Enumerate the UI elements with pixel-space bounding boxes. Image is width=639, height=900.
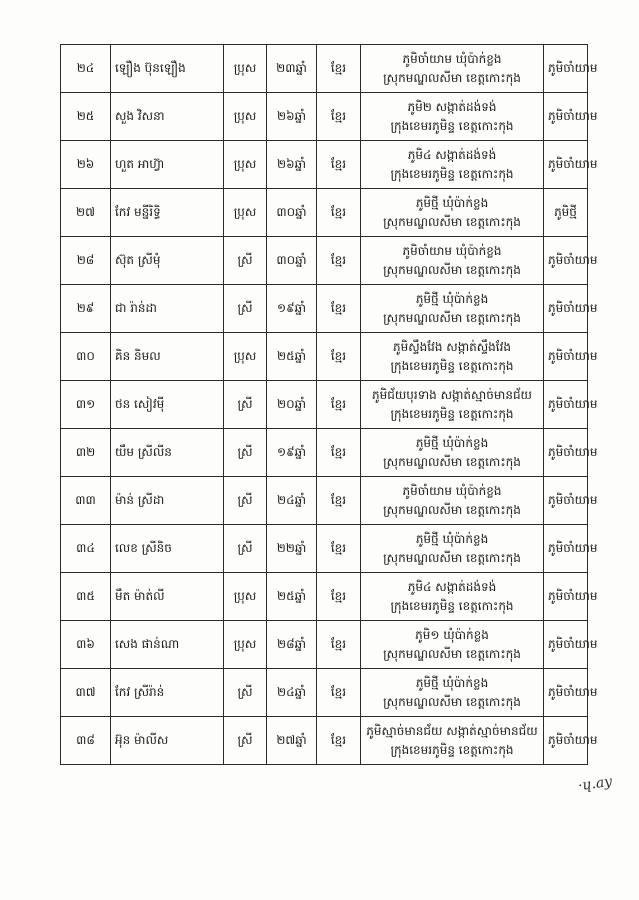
address-line: ភូមិជ័យបុរទាង សង្កាត់ស្មាច់មានជ័យ xyxy=(372,387,532,402)
address-line: ភូមិ២ សង្កាត់ដង់ទង់ xyxy=(407,99,497,114)
age-cell: ២៦ឆ្នាំ xyxy=(267,93,317,141)
address-line: ភូមិស្ទឹងវែង សង្កាត់ស្ទឹងវែង xyxy=(392,339,512,354)
nationality-cell: ខ្មែរ xyxy=(317,621,361,669)
address-line: ភូមិថ្មី ឃុំប៉ាក់ខ្លង xyxy=(415,435,489,450)
table-row xyxy=(61,573,588,621)
address-cell xyxy=(361,717,544,765)
address-cell xyxy=(361,333,544,381)
age-cell: ២៥ឆ្នាំ xyxy=(267,333,317,381)
address-line: ស្រុកមណ្ឌលសីមា ខេត្តកោះកុង xyxy=(383,262,521,277)
row-number: ៣០ xyxy=(61,333,111,381)
age-cell: ២៨ឆ្នាំ xyxy=(267,621,317,669)
table-row xyxy=(61,717,588,765)
person-name: ថន សៀវម៉ី xyxy=(111,381,224,429)
table-row xyxy=(61,477,588,525)
sex-cell: ស្រី xyxy=(224,669,267,717)
table-row xyxy=(61,333,588,381)
address-line: ភូមិចាំយាម ឃុំប៉ាក់ខ្លង xyxy=(402,243,502,258)
row-number: ២៨ xyxy=(61,237,111,285)
workplace-cell: ភូមិចាំយាម xyxy=(544,93,588,141)
table-row xyxy=(61,621,588,669)
address-cell xyxy=(361,381,544,429)
address-line: ស្រុកមណ្ឌលសីមា ខេត្តកោះកុង xyxy=(383,550,521,565)
address-line: ក្រុងខេមរភូមិន្ទ ខេត្តកោះកុង xyxy=(390,358,514,373)
sex-cell: ស្រី xyxy=(224,381,267,429)
sex-cell: ស្រី xyxy=(224,717,267,765)
row-number: ៣១ xyxy=(61,381,111,429)
sex-cell: ប្រុស xyxy=(224,45,267,93)
nationality-cell: ខ្មែរ xyxy=(317,189,361,237)
address-line: ស្រុកមណ្ឌលសីមា ខេត្តកោះកុង xyxy=(383,646,521,661)
sex-cell: ស្រី xyxy=(224,525,267,573)
person-name: ហួត អាហ៊្វា xyxy=(111,141,224,189)
workplace-cell: ភូមិចាំយាម xyxy=(544,525,588,573)
age-cell: ២៧ឆ្នាំ xyxy=(267,717,317,765)
sex-cell: ស្រី xyxy=(224,477,267,525)
age-cell: ៣០ឆ្នាំ xyxy=(267,237,317,285)
person-name: ឡឿង ប៊ុនឡឿង xyxy=(111,45,224,93)
table-row xyxy=(61,45,588,93)
age-cell: ២៤ឆ្នាំ xyxy=(267,477,317,525)
table-row xyxy=(61,141,588,189)
person-name: កែវ មន្នីរិទ្ធិ xyxy=(111,189,224,237)
nationality-cell: ខ្មែរ xyxy=(317,45,361,93)
sex-cell: ស្រី xyxy=(224,429,267,477)
table-row xyxy=(61,285,588,333)
nationality-cell: ខ្មែរ xyxy=(317,285,361,333)
person-name: យឹម ស្រីលីន xyxy=(111,429,224,477)
workplace-cell: ភូមិចាំយាម xyxy=(544,477,588,525)
row-number: ២៥ xyxy=(61,93,111,141)
age-cell: ២៦ឆ្នាំ xyxy=(267,141,317,189)
age-cell: ២៤ឆ្នាំ xyxy=(267,669,317,717)
workplace-cell: ភូមិចាំយាម xyxy=(544,45,588,93)
workplace-cell: ភូមិចាំយាម xyxy=(544,333,588,381)
address-cell xyxy=(361,45,544,93)
table-row xyxy=(61,525,588,573)
person-name: សេង ផាន់ណា xyxy=(111,621,224,669)
table-row xyxy=(61,189,588,237)
age-cell: ២២ឆ្នាំ xyxy=(267,525,317,573)
workplace-cell: ភូមិចាំយាម xyxy=(544,621,588,669)
workplace-cell: ភូមិចាំយាម xyxy=(544,141,588,189)
age-cell: ៣០ឆ្នាំ xyxy=(267,189,317,237)
sex-cell: ប្រុស xyxy=(224,93,267,141)
address-cell xyxy=(361,669,544,717)
person-name: លេខ ស្រីនិច xyxy=(111,525,224,573)
address-line: ក្រុងខេមរភូមិន្ទ ខេត្តកោះកុង xyxy=(390,118,514,133)
address-line: ស្រុកមណ្ឌលសីមា ខេត្តកោះកុង xyxy=(383,310,521,325)
table-row xyxy=(61,93,588,141)
address-line: ភូមិថ្មី ឃុំប៉ាក់ខ្លង xyxy=(415,531,489,546)
workplace-cell: ភូមិចាំយាម xyxy=(544,381,588,429)
address-line: ភូមិ១ ឃុំប៉ាក់ខ្លង xyxy=(415,627,489,642)
address-line: ភូមិ៤ សង្កាត់ដង់ទង់ xyxy=(407,579,497,594)
workplace-cell: ភូមិថ្មី xyxy=(544,189,588,237)
sex-cell: ប្រុស xyxy=(224,141,267,189)
sex-cell: ប្រុស xyxy=(224,189,267,237)
row-number: ៣៨ xyxy=(61,717,111,765)
nationality-cell: ខ្មែរ xyxy=(317,237,361,285)
nationality-cell: ខ្មែរ xyxy=(317,333,361,381)
row-number: ៣២ xyxy=(61,429,111,477)
nationality-cell: ខ្មែរ xyxy=(317,93,361,141)
table-row xyxy=(61,381,588,429)
address-cell xyxy=(361,141,544,189)
address-line: ភូមិថ្មី ឃុំប៉ាក់ខ្លង xyxy=(415,675,489,690)
sex-cell: ស្រី xyxy=(224,237,267,285)
address-line: ក្រុងខេមរភូមិន្ទ ខេត្តកោះកុង xyxy=(390,166,514,181)
address-line: ភូមិចាំយាម ឃុំប៉ាក់ខ្លង xyxy=(402,483,502,498)
row-number: ២៦ xyxy=(61,141,111,189)
address-cell xyxy=(361,477,544,525)
age-cell: ២៣ឆ្នាំ xyxy=(267,45,317,93)
roster-table-body xyxy=(61,45,598,765)
workplace-cell: ភូមិចាំយាម xyxy=(544,237,588,285)
row-number: ២៧ xyxy=(61,189,111,237)
sex-cell: ប្រុស xyxy=(224,573,267,621)
row-number: ២៩ xyxy=(61,285,111,333)
person-name: ម៉ាន់ ស្រីដា xyxy=(111,477,224,525)
row-number: ២៤ xyxy=(61,45,111,93)
address-line: ភូមិចាំយាម ឃុំប៉ាក់ខ្លង xyxy=(402,51,502,66)
handwritten-initials: ·ɥ.ay xyxy=(577,773,614,795)
address-cell xyxy=(361,285,544,333)
address-line: ភូមិថ្មី ឃុំប៉ាក់ខ្លង xyxy=(415,291,489,306)
address-line: ស្រុកមណ្ឌលសីមា ខេត្តកោះកុង xyxy=(383,502,521,517)
nationality-cell: ខ្មែរ xyxy=(317,573,361,621)
address-cell xyxy=(361,93,544,141)
nationality-cell: ខ្មែរ xyxy=(317,429,361,477)
address-cell xyxy=(361,189,544,237)
address-line: ស្រុកមណ្ឌលសីមា ខេត្តកោះកុង xyxy=(383,214,521,229)
row-number: ៣៣ xyxy=(61,477,111,525)
address-cell xyxy=(361,525,544,573)
address-line: ក្រុងខេមរភូមិន្ទ ខេត្តកោះកុង xyxy=(390,406,514,421)
person-name: សួង វិសនា xyxy=(111,93,224,141)
roster-table xyxy=(60,44,598,765)
address-cell xyxy=(361,429,544,477)
age-cell: ១៩ឆ្នាំ xyxy=(267,285,317,333)
address-line: ស្រុកមណ្ឌលសីមា ខេត្តកោះកុង xyxy=(383,694,521,709)
address-line: ក្រុងខេមរភូមិន្ទ ខេត្តកោះកុង xyxy=(390,598,514,613)
address-line: ក្រុងខេមរភូមិន្ទ ខេត្តកោះកុង xyxy=(390,742,514,757)
sex-cell: ស្រី xyxy=(224,285,267,333)
nationality-cell: ខ្មែរ xyxy=(317,717,361,765)
person-name: អ៊ុន ម៉ាលីស xyxy=(111,717,224,765)
address-cell xyxy=(361,573,544,621)
row-number: ៣៧ xyxy=(61,669,111,717)
nationality-cell: ខ្មែរ xyxy=(317,477,361,525)
person-name: ស៊ុត ស្រីមុំ xyxy=(111,237,224,285)
nationality-cell: ខ្មែរ xyxy=(317,525,361,573)
workplace-cell: ភូមិចាំយាម xyxy=(544,429,588,477)
address-cell xyxy=(361,237,544,285)
person-name: កែវ ស្រីរ៉ាន់ xyxy=(111,669,224,717)
address-line: ស្រុកមណ្ឌលសីមា ខេត្តកោះកុង xyxy=(383,70,521,85)
age-cell: ១៩ឆ្នាំ xyxy=(267,429,317,477)
nationality-cell: ខ្មែរ xyxy=(317,141,361,189)
table-row xyxy=(61,669,588,717)
nationality-cell: ខ្មែរ xyxy=(317,669,361,717)
age-cell: ២០ឆ្នាំ xyxy=(267,381,317,429)
address-cell xyxy=(361,621,544,669)
address-line: ភូមិស្មាច់មានជ័យ សង្កាត់ស្មាច់មានជ័យ xyxy=(366,723,538,738)
workplace-cell: ភូមិចាំយាម xyxy=(544,285,588,333)
person-name: គិន និមល xyxy=(111,333,224,381)
sex-cell: ប្រុស xyxy=(224,333,267,381)
address-line: ភូមិ៤ សង្កាត់ដង់ទង់ xyxy=(407,147,497,162)
workplace-cell: ភូមិចាំយាម xyxy=(544,573,588,621)
sex-cell: ប្រុស xyxy=(224,621,267,669)
person-name: មឹត ម៉ាត់លី xyxy=(111,573,224,621)
row-number: ៣៥ xyxy=(61,573,111,621)
workplace-cell: ភូមិចាំយាម xyxy=(544,717,588,765)
address-line: ភូមិថ្មី ឃុំប៉ាក់ខ្លង xyxy=(415,195,489,210)
row-number: ៣៦ xyxy=(61,621,111,669)
row-number: ៣៤ xyxy=(61,525,111,573)
table-row xyxy=(61,429,588,477)
table-row xyxy=(61,237,588,285)
workplace-cell: ភូមិចាំយាម xyxy=(544,669,588,717)
age-cell: ២៥ឆ្នាំ xyxy=(267,573,317,621)
address-line: ស្រុកមណ្ឌលសីមា ខេត្តកោះកុង xyxy=(383,454,521,469)
nationality-cell: ខ្មែរ xyxy=(317,381,361,429)
person-name: ជា រ៉ាន់ដា xyxy=(111,285,224,333)
